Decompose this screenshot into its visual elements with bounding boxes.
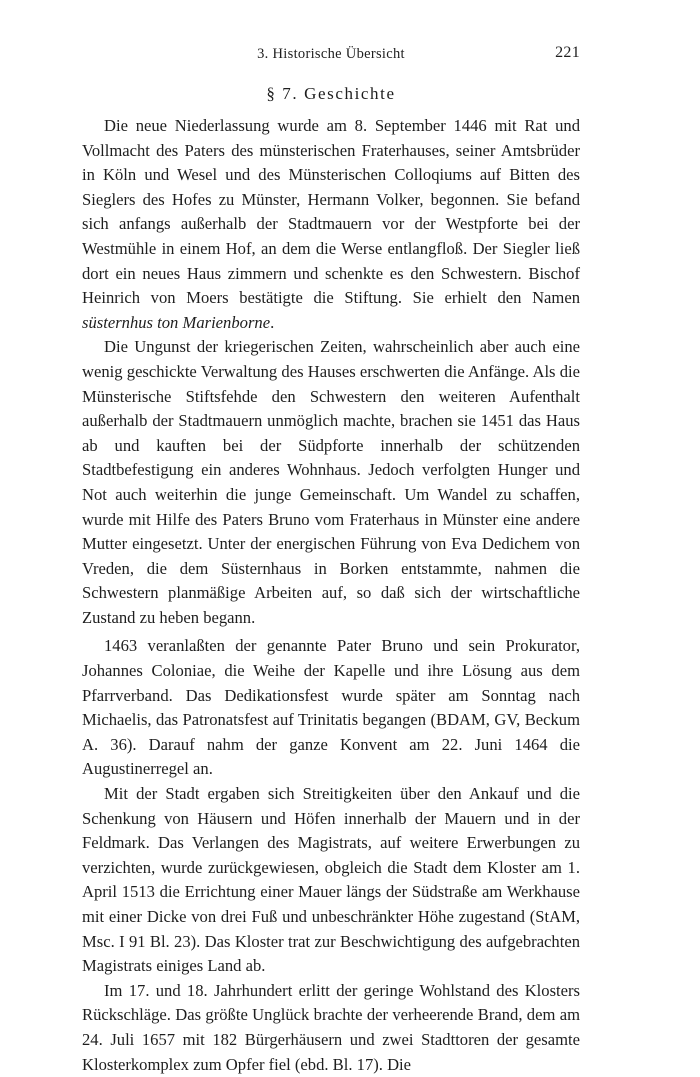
paragraph-5: Im 17. und 18. Jahrhundert erlitt der geringe Wohlstand des Klosters Rückschläge. Das größte Unglück brachte der verheerende Brand, dem am 24. Juli 1657 mit 182 Bürgerhäusern und zwei Stadttoren der gesamte Klosterkomplex zum Opfer fiel (ebd. Bl. 17). Die — [82, 980, 580, 1074]
body-text — [82, 114, 580, 1077]
running-header — [82, 40, 580, 66]
paragraph-4: Mit der Stadt ergaben sich Streitigkeiten über den Ankauf und die Schenkung von Häusern und Höfen innerhalb der Mauern und in der Feldmark. Das Verlangen des Magistrats, auf weitere Erwerbungen zu verzichten, wurde zurückgewiesen, obgleich die Stadt dem Kloster am 1. April 1513 die Errichtung einer Mauer längs der Südstraße am Werkhause mit einer Dicke von drei Fuß und unbeschränkter Höhe zugestand (StAM, Msc. I 91 Bl. 23). Das Kloster trat zur Beschwichtigung des aufgebrachten Magistrats einiges Land ab. — [82, 784, 580, 976]
paragraph-2: Die Ungunst der kriegerischen Zeiten, wahrscheinlich aber auch eine wenig geschickte Verwaltung des Hauses erschwerten die Anfänge. Als die Münsterische Stiftsfehde den Schwestern den weiteren Aufenthalt außerhalb der Stadtmauern unmöglich machte, brachen sie 1451 das Haus ab und kauften bei der Südpforte innerhalb der schützenden Stadtbefestigung ein anderes Wohnhaus. Jedoch verfolgten Hunger und Not auch weiterhin die junge Gemeinschaft. Um Wandel zu schaffen, wurde mit Hilfe des Paters Bruno vom Fraterhaus in Münster eine andere Mutter eingesetzt. Unter der energischen Führung von Eva Dedichem von Vreden, die dem Süsternhaus in Borken entstammte, nahmen die Schwestern planmäßige Arbeiten auf, so daß sich der wirtschaftliche Zustand zu heben begann. — [82, 337, 580, 627]
paragraph-1 — [82, 114, 580, 335]
paragraph-1-text: Die neue Niederlassung wurde am 8. September 1446 mit Rat und Vollmacht des Paters des münsterischen Fraterhauses, seiner Amtsbrüder in Köln und Wesel und des Münsterischen Colloqiums auf Bitten des Sieglers des Hofes zu Münster, Hermann Volker, begonnen. Sie befand sich anfangs außerhalb der Stadtmauern vor der Westpforte bei der Westmühle in einem Hof, an dem die Werse entlangfloß. Der Siegler ließ dort ein neues Haus zimmern und schenkte es den Schwestern. Bischof Heinrich von Moers bestätigte die Stiftung. Sie erhielt den Namen — [82, 116, 580, 308]
section-heading: § 7. Geschichte — [266, 84, 396, 103]
paragraph-3: 1463 veranlaßten der genannte Pater Bruno und sein Prokurator, Johannes Coloniae, die Weihe der Kapelle und ihre Lösung aus dem Pfarrverband. Das Dedikationsfest wurde später am Sonntag nach Michaelis, das Patronatsfest auf Trinitatis begangen (BDAM, GV, Beckum A. 36). Darauf nahm der ganze Konvent am 22. Juni 1464 die Augustinerregel an. — [82, 636, 580, 779]
page-number: 221 — [555, 44, 580, 61]
paragraph-1-italic-name: süsternhus ton Marienborne — [82, 312, 271, 332]
running-title: 3. Historische Übersicht — [257, 46, 405, 62]
book-page — [82, 40, 580, 1077]
paragraph-1-tail: . — [270, 312, 275, 332]
